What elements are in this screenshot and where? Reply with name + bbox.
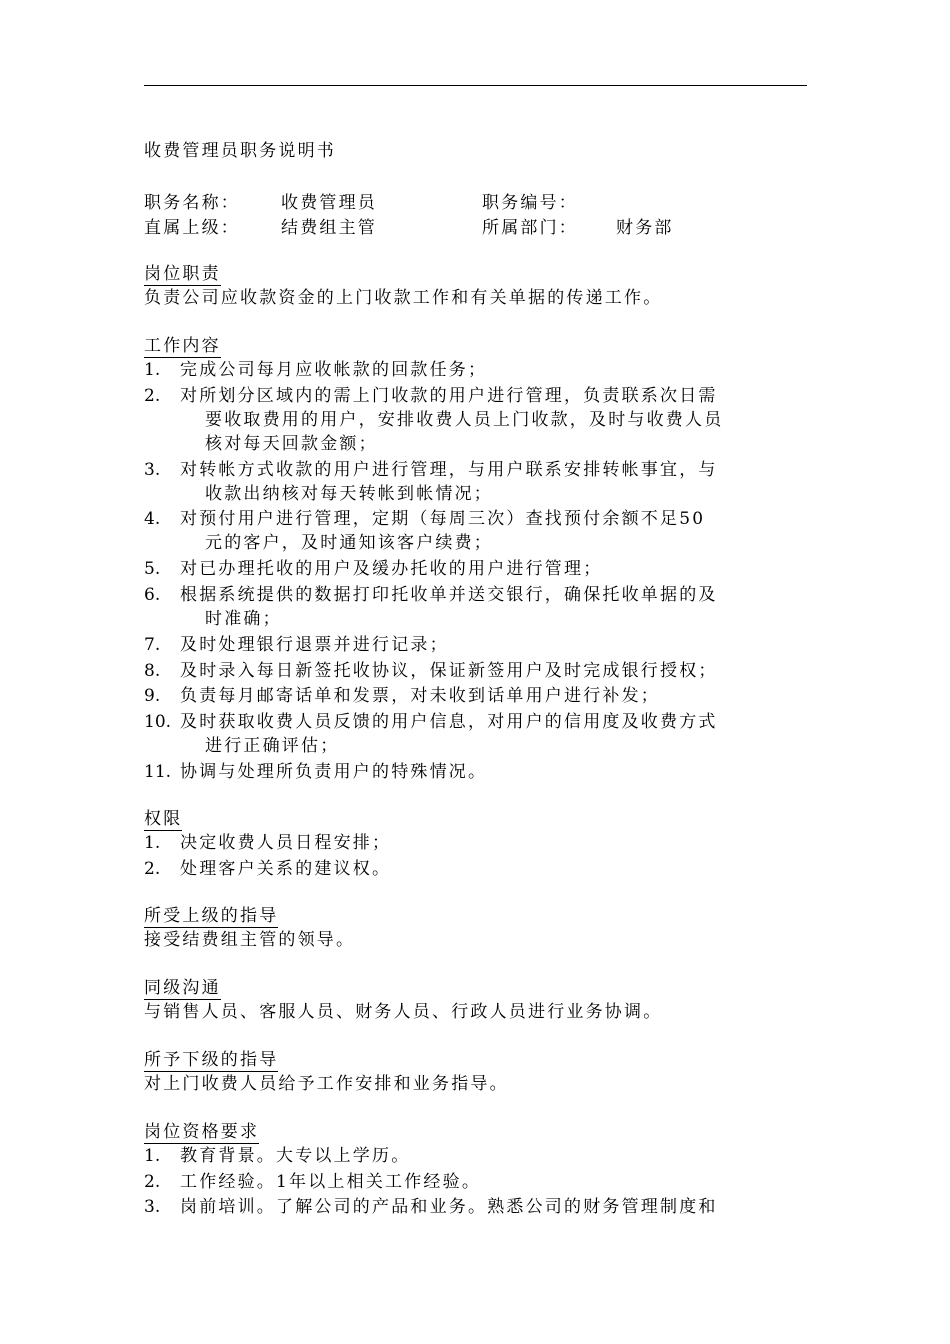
section-heading: 工作内容 [144,336,221,356]
item-text: 及时获取收费人员反馈的用户信息，对用户的信用度及收费方式 [180,712,718,733]
qualifications-list [144,1144,807,1220]
item-text: 负责每月邮寄话单和发票，对未收到话单用户进行补发； [180,686,660,707]
section-authority [144,808,807,881]
header-rule [144,85,807,86]
item-number: 3. [144,1197,161,1218]
list-item [144,633,807,657]
work-list [144,358,807,784]
section-heading: 所予下级的指导 [144,1049,279,1070]
item-number: 10. [144,712,172,733]
list-item [144,1195,807,1219]
item-text: 及时处理银行退票并进行记录； [180,634,449,655]
item-text: 对预付用户进行管理，定期（每周三次）查找预付余额不足50 [180,509,706,530]
department-value: 财务部 [616,218,674,238]
section-guidance-received [144,905,807,953]
item-text: 根据系统提供的数据打印托收单并送交银行，确保托收单据的及 [180,584,718,605]
item-text: 处理客户关系的建议权。 [180,858,392,879]
section-work [144,335,807,784]
item-number: 1. [144,1145,161,1166]
item-number: 11. [144,761,172,782]
item-number: 8. [144,660,161,681]
item-text: 要收取费用的用户，安排收费人员上门收款，及时与收费人员 [205,409,724,430]
item-text: 教育背景。大专以上学历。 [180,1145,411,1166]
section-heading: 所受上级的指导 [144,905,279,926]
document-title: 收费管理员职务说明书 [144,141,336,161]
section-heading: 同级沟通 [144,977,221,998]
job-name-label: 职务名称： [144,193,240,213]
item-number: 2. [144,858,161,879]
list-item [144,1144,807,1168]
section-heading: 权限 [144,808,183,829]
item-number: 3. [144,459,161,480]
list-item [144,458,807,506]
item-text: 进行正确评估； [205,736,340,757]
section-qualifications [144,1121,807,1220]
item-number: 2. [144,1171,161,1192]
info-row-org [144,216,807,241]
item-number: 7. [144,634,161,655]
item-text: 完成公司每月应收帐款的回款任务； [180,360,488,380]
section-text: 负责公司应收款资金的上门收款工作和有关单据的传递工作。 [144,288,663,308]
section-peer-communication [144,977,807,1025]
info-row-job [144,191,807,216]
list-item [144,583,807,631]
item-number: 1. [144,360,161,380]
list-item [144,358,807,382]
item-text: 时准确； [205,608,282,629]
list-item [144,684,807,708]
supervisor-label: 直属上级： [144,218,240,238]
item-number: 6. [144,584,161,605]
job-code-label: 职务编号： [482,193,578,213]
item-number: 4. [144,509,161,530]
list-item [144,760,807,784]
list-item [144,384,807,456]
item-text: 对已办理托收的用户及缓办托收的用户进行管理； [180,559,603,580]
item-number: 1. [144,832,161,853]
list-item [144,831,807,855]
list-item [144,710,807,758]
authority-list [144,831,807,881]
item-text: 核对每天回款金额； [205,433,378,454]
list-item [144,857,807,881]
item-number: 5. [144,559,161,580]
item-text: 元的客户，及时通知该客户续费； [205,533,493,554]
list-item [144,659,807,683]
item-number: 9. [144,686,161,707]
list-item [144,557,807,581]
item-text: 对所划分区域内的需上门收款的用户进行管理，负责联系次日需 [180,385,718,406]
document-body [144,138,807,1221]
item-text: 及时录入每日新签托收协议，保证新签用户及时完成银行授权； [180,660,718,681]
section-duty [144,263,807,311]
section-text: 与销售人员、客服人员、财务人员、行政人员进行业务协调。 [144,1001,663,1022]
list-item [144,1170,807,1194]
section-text: 对上门收费人员给予工作安排和业务指导。 [144,1073,509,1094]
section-heading: 岗位资格要求 [144,1121,260,1142]
job-name-value: 收费管理员 [281,193,377,213]
item-text: 决定收费人员日程安排； [180,832,392,853]
section-heading: 岗位职责 [144,264,221,284]
list-item [144,507,807,555]
item-text: 工作经验。1年以上相关工作经验。 [180,1171,482,1192]
section-text: 接受结费组主管的领导。 [144,929,356,950]
item-number: 2. [144,385,161,406]
item-text: 岗前培训。了解公司的产品和业务。熟悉公司的财务管理制度和 [180,1197,718,1218]
section-guidance-given [144,1049,807,1097]
department-label: 所属部门： [482,218,578,238]
supervisor-value: 结费组主管 [281,218,377,238]
item-text: 对转帐方式收款的用户进行管理，与用户联系安排转帐事宜，与 [180,459,718,480]
item-text: 收款出纳核对每天转帐到帐情况； [205,483,493,504]
item-text: 协调与处理所负责用户的特殊情况。 [180,761,488,782]
